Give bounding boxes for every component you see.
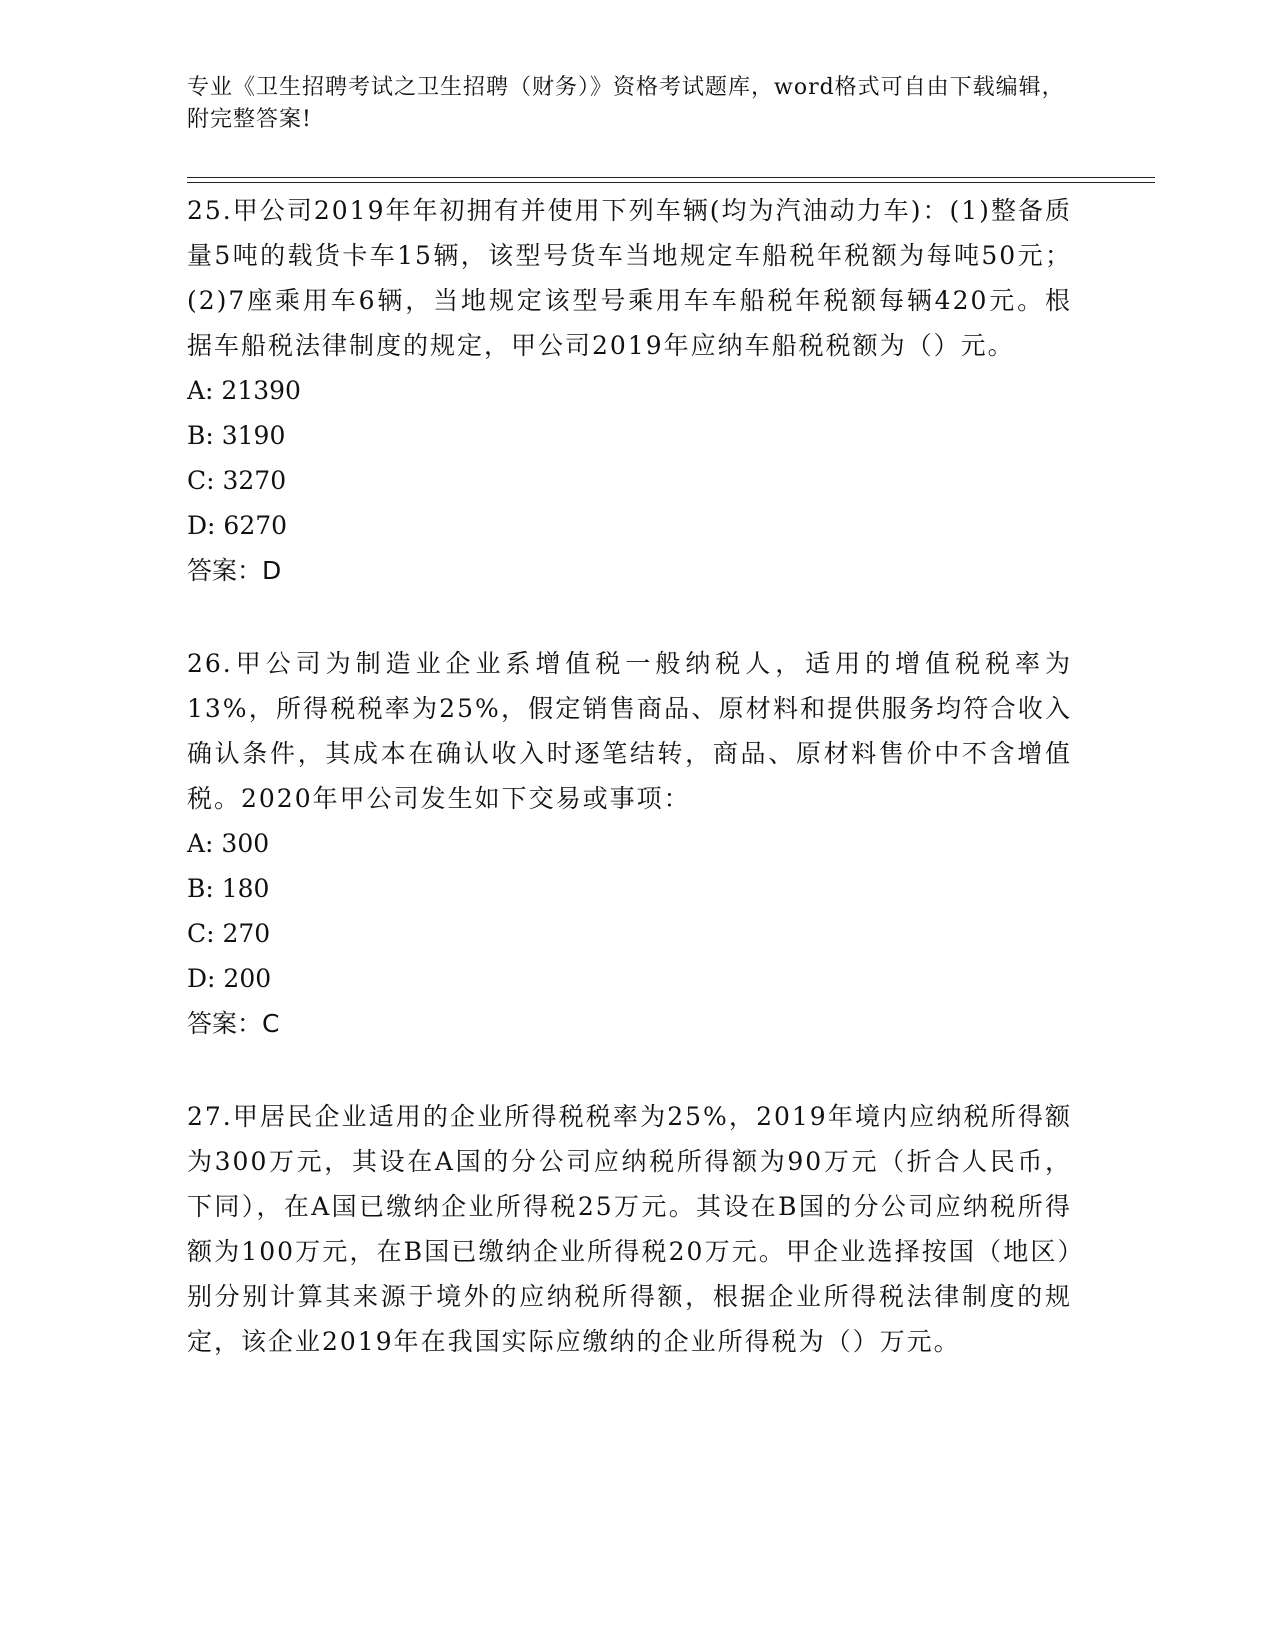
question-text: 25.甲公司2019年年初拥有并使用下列车辆(均为汽油动力车)：(1)整备质量5吨的载货卡车15辆，该型号货车当地规定车船税年税额为每吨50元；(2)7座乘用车6辆，当地规定该型号乘用车车船税年税额每辆420元。根据车船税法律制度的规定，甲公司2019年应纳车船税税额为（）元。 [187,196,1072,360]
question-25 [187,188,1072,593]
option-c: C: 270 [187,919,271,948]
question-26 [187,641,1072,1046]
question-list [187,188,1072,1412]
question-text: 26.甲公司为制造业企业系增值税一般纳税人，适用的增值税税率为13%，所得税税率为25%，假定销售商品、原材料和提供服务均符合收入确认条件，其成本在确认收入时逐笔结转，商品、原材料售价中不含增值税。2020年甲公司发生如下交易或事项： [187,649,1072,813]
option-a: A: 300 [187,829,270,858]
option-d: D: 6270 [187,511,288,540]
answer-line: 答案：C [187,1009,280,1038]
question-text: 27.甲居民企业适用的企业所得税税率为25%，2019年境内应纳税所得额为300万元，其设在A国的分公司应纳税所得额为90万元（折合人民币，下同），在A国已缴纳企业所得税25万元。其设在B国的分公司应纳税所得额为100万元，在B国已缴纳企业所得税20万元。甲企业选择按国（地区）别分别计算其来源于境外的应纳税所得额，根据企业所得税法律制度的规定，该企业2019年在我国实际应缴纳的企业所得税为（）万元。 [187,1102,1072,1356]
option-b: B: 3190 [187,421,286,450]
answer-line: 答案：D [187,556,282,585]
question-27 [187,1094,1072,1364]
option-b: B: 180 [187,874,270,903]
header-divider [187,177,1155,183]
option-c: C: 3270 [187,466,287,495]
option-d: D: 200 [187,964,272,993]
option-a: A: 21390 [187,376,301,405]
document-header: 专业《卫生招聘考试之卫生招聘（财务）》资格考试题库，word格式可自由下载编辑，附完整答案! [187,75,1065,132]
